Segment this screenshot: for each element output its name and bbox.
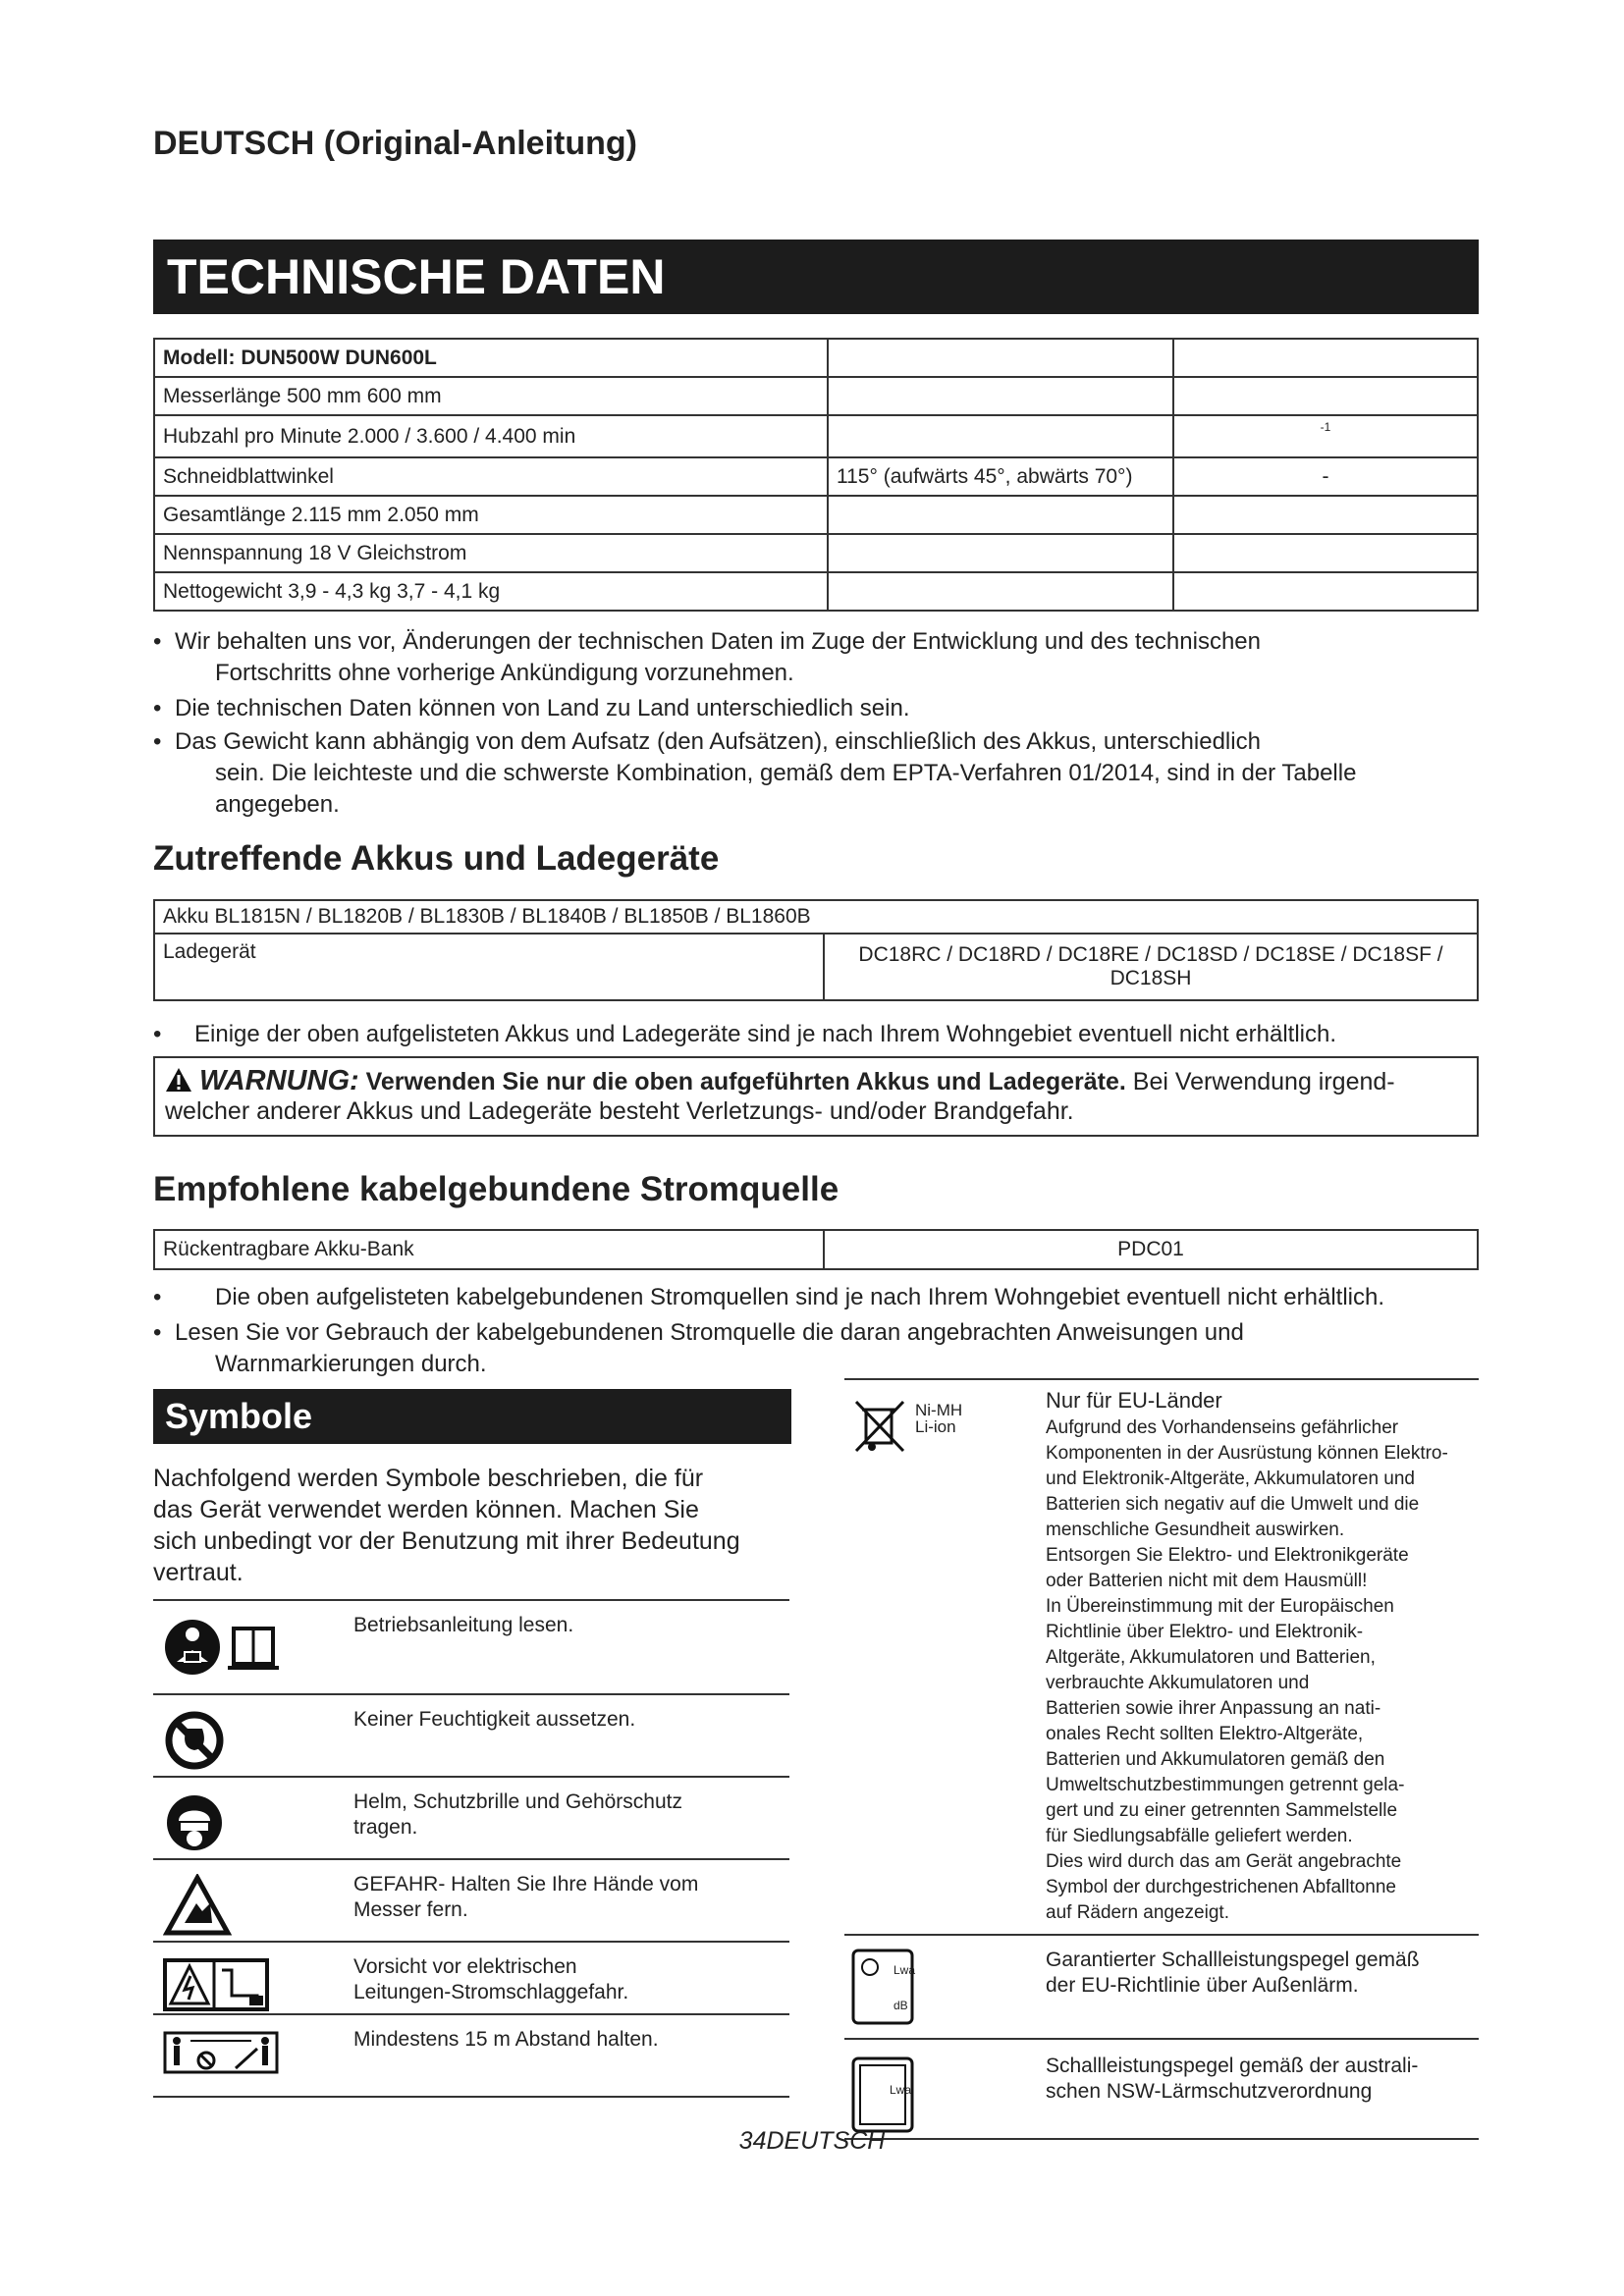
table-row — [154, 900, 1478, 934]
table-row — [154, 339, 1478, 377]
section-title-batteries: Zutreffende Akkus und Ladegeräte — [153, 839, 720, 878]
table-row — [154, 934, 1478, 1000]
hand-danger-icon — [163, 1874, 232, 1942]
spec-value — [1173, 534, 1478, 572]
spec-label: Modell: DUN500W DUN600L — [154, 339, 828, 377]
weee-line: Batterien sowie ihrer Anpassung an nati- — [1046, 1698, 1381, 1719]
symbols-intro — [153, 1463, 791, 1588]
note-text: Die technischen Daten können von Land zu Land unterschiedlich sein. — [175, 695, 910, 721]
section-title-symbols: Symbole — [153, 1389, 791, 1444]
noise-text-line: Schallleistungspegel gemäß der australi- — [1046, 2055, 1419, 2077]
note-text: Lesen Sie vor Gebrauch der kabelgebundenen Stromquelle die daran angebrachten Anweisungen und — [175, 1319, 1244, 1346]
weee-line: menschliche Gesundheit auswirken. — [1046, 1520, 1345, 1540]
noise-eu-text — [1046, 1948, 1478, 1999]
warning-text: welcher anderer Akkus und Ladegeräte besteht Verletzungs- und/oder Brandgefahr. — [165, 1097, 1074, 1125]
spec-label: Nettogewicht 3,9 - 4,3 kg 3,7 - 4,1 kg — [154, 572, 828, 611]
weee-line: Entsorgen Sie Elektro- und Elektronikgeräte — [1046, 1545, 1409, 1566]
intro-line: Nachfolgend werden Symbole beschrieben, die für — [153, 1465, 704, 1492]
charger-value-line: DC18SH — [1110, 967, 1192, 989]
symbol-row — [153, 1776, 789, 1860]
note-text: Wir behalten uns vor, Änderungen der technischen Daten im Zuge der Entwicklung und des technischen — [175, 628, 1261, 655]
weee-line: Altgeräte, Akkumulatoren und Batterien, — [1046, 1647, 1376, 1668]
table-row — [154, 496, 1478, 534]
language-title: DEUTSCH (Original-Anleitung) — [153, 125, 637, 162]
intro-line: vertraut. — [153, 1559, 244, 1586]
bullet: • — [153, 728, 162, 755]
spec-value — [1173, 496, 1478, 534]
section-title-power: Empfohlene kabelgebundene Stromquelle — [153, 1170, 839, 1208]
symbol-text — [353, 1613, 766, 1638]
spec-note — [153, 726, 1489, 821]
table-row — [154, 377, 1478, 415]
power-note — [153, 1282, 1508, 1313]
weee-line: Batterien und Akkumulatoren gemäß den — [1046, 1749, 1385, 1770]
weee-line: gert und zu einer getrennten Sammelstelle — [1046, 1800, 1398, 1821]
spec-value: - — [1173, 457, 1478, 496]
table-row — [154, 457, 1478, 496]
symbol-text-line: Keiner Feuchtigkeit aussetzen. — [353, 1708, 636, 1731]
symbol-text-line: Mindestens 15 m Abstand halten. — [353, 2028, 659, 2051]
no-moisture-icon — [163, 1709, 226, 1777]
note-text-continued: Fortschritts ohne vorherige Ankündigung vorzunehmen. — [215, 660, 794, 686]
noise-text-line: der EU-Richtlinie über Außenlärm. — [1046, 1974, 1359, 1997]
bullet: • — [153, 695, 162, 721]
bullet: • — [153, 1319, 162, 1346]
bullet: • — [153, 1021, 162, 1047]
page-footer: 34DEUTSCH — [738, 2127, 886, 2155]
warning-box — [153, 1056, 1479, 1137]
noise-au-row — [844, 2038, 1479, 2140]
power-value: PDC01 — [824, 1230, 1478, 1269]
charger-value-line: DC18RC / DC18RD / DC18RE / DC18SD / DC18SE / DC18SF / — [858, 943, 1443, 966]
distance-15m-icon — [163, 2029, 281, 2081]
note-text-continued: Warnmarkierungen durch. — [215, 1351, 487, 1377]
weee-heading: Nur für EU-Länder — [1046, 1388, 1222, 1413]
symbol-text-line: Messer fern. — [353, 1898, 468, 1921]
symbol-text — [353, 1789, 766, 1841]
weee-line: Batterien sich negativ auf die Umwelt und die — [1046, 1494, 1420, 1515]
power-note — [153, 1317, 1508, 1380]
symbol-text-line: Betriebsanleitung lesen. — [353, 1614, 574, 1636]
symbol-row — [153, 1599, 789, 1695]
warning-text: Bei Verwendung irgend- — [1132, 1068, 1395, 1095]
weee-line: Dies wird durch das am Gerät angebrachte — [1046, 1851, 1402, 1872]
warning-bold-text: Verwenden Sie nur die oben aufgeführten Akkus und Ladegeräte. — [365, 1068, 1126, 1095]
intro-line: das Gerät verwendet werden können. Machen Sie — [153, 1496, 699, 1523]
symbol-row — [153, 1693, 789, 1778]
weee-line: auf Rädern angezeigt. — [1046, 1902, 1229, 1923]
symbol-text-line: Leitungen-Stromschlaggefahr. — [353, 1981, 629, 2003]
symbol-text — [353, 1872, 766, 1923]
noise-au-text — [1046, 2054, 1478, 2105]
spec-value — [828, 377, 1173, 415]
lwa-label: Lwa — [890, 2083, 912, 2097]
symbol-text-line: Vorsicht vor elektrischen — [353, 1955, 577, 1978]
crossed-out-bin-icon — [850, 1396, 909, 1460]
spec-value: -1 — [1173, 415, 1478, 457]
note-text-continued: sein. Die leichteste und die schwerste Kombination, gemäß dem EPTA-Verfahren 01/2014, sind in der Tabelle — [215, 760, 1357, 786]
weee-row — [844, 1378, 1479, 1936]
spec-value — [1173, 377, 1478, 415]
symbol-text-line: Helm, Schutzbrille und Gehörschutz — [353, 1790, 682, 1813]
note-text: Einige der oben aufgelisteten Akkus und Ladegeräte sind je nach Ihrem Wohngebiet eventuell nicht erhältlich. — [194, 1021, 1336, 1047]
battery-type: Ni-MH — [915, 1401, 963, 1419]
symbol-text-line: GEFAHR- Halten Sie Ihre Hände vom — [353, 1873, 699, 1896]
spec-value — [828, 339, 1173, 377]
charger-value — [824, 934, 1478, 1000]
symbol-text — [353, 1954, 766, 2005]
db-label: dB — [893, 1999, 908, 2012]
section-title-specs: TECHNISCHE DATEN — [153, 240, 1479, 314]
helmet-goggles-ear-icon — [163, 1791, 226, 1859]
electric-lines-icon — [163, 1956, 271, 2018]
charger-label: Ladegerät — [154, 934, 824, 1000]
note-text: Das Gewicht kann abhängig von dem Aufsatz (den Aufsätzen), einschließlich des Akkus, unterschiedlich — [175, 728, 1261, 755]
spec-value — [828, 572, 1173, 611]
spec-value — [828, 415, 1173, 457]
spec-value — [828, 534, 1173, 572]
noise-eu-row — [844, 1934, 1479, 2040]
table-row — [154, 534, 1478, 572]
spec-value — [828, 496, 1173, 534]
spec-label: Messerlänge 500 mm 600 mm — [154, 377, 828, 415]
weee-text — [1046, 1415, 1478, 1926]
symbol-row — [153, 2013, 789, 2098]
weee-line: für Siedlungsabfälle geliefert werden. — [1046, 1826, 1353, 1846]
weee-line: In Übereinstimmung mit der Europäischen — [1046, 1596, 1394, 1617]
sound-power-eu-icon — [850, 1948, 915, 2031]
weee-line: Richtlinie über Elektro- und Elektronik- — [1046, 1622, 1364, 1642]
noise-text-line: schen NSW-Lärmschutzverordnung — [1046, 2080, 1373, 2103]
symbol-text — [353, 1707, 766, 1733]
power-table — [153, 1229, 1479, 1270]
spec-table — [153, 338, 1479, 612]
weee-line: Komponenten in der Ausrüstung können Elektro- — [1046, 1443, 1448, 1464]
noise-text-line: Garantierter Schallleistungspegel gemäß — [1046, 1949, 1420, 1971]
weee-line: und Elektronik-Altgeräte, Akkumulatoren und — [1046, 1468, 1415, 1489]
table-row — [154, 415, 1478, 457]
bullet: • — [153, 1284, 162, 1310]
battery-note — [153, 1019, 1508, 1050]
spec-value — [1173, 339, 1478, 377]
spec-value — [1173, 572, 1478, 611]
spec-label: Schneidblattwinkel — [154, 457, 828, 496]
spec-label: Gesamtlänge 2.115 mm 2.050 mm — [154, 496, 828, 534]
warning-icon — [165, 1068, 199, 1095]
symbol-text-line: tragen. — [353, 1816, 418, 1839]
akku-row: Akku BL1815N / BL1820B / BL1830B / BL1840B / BL1850B / BL1860B — [154, 900, 1478, 934]
intro-line: sich unbedingt vor der Benutzung mit ihrer Bedeutung — [153, 1527, 740, 1555]
spec-value: 115° (aufwärts 45°, abwärts 70°) — [828, 457, 1173, 496]
weee-line: Aufgrund des Vorhandenseins gefährlicher — [1046, 1417, 1399, 1438]
spec-note — [153, 693, 1489, 724]
symbol-text — [353, 2027, 766, 2053]
weee-line: oder Batterien nicht mit dem Hausmüll! — [1046, 1571, 1368, 1591]
battery-types — [915, 1402, 962, 1435]
spec-label: Hubzahl pro Minute 2.000 / 3.600 / 4.400 min — [154, 415, 828, 457]
weee-line: onales Recht sollten Elektro-Altgeräte, — [1046, 1724, 1364, 1744]
note-text: Die oben aufgelisteten kabelgebundenen Stromquellen sind je nach Ihrem Wohngebiet eventuell nicht erhältlich. — [215, 1284, 1385, 1310]
weee-line: Umweltschutzbestimmungen getrennt gela- — [1046, 1775, 1405, 1795]
power-label: Rückentragbare Akku-Bank — [154, 1230, 824, 1269]
lwa-label: Lwa — [893, 1963, 916, 1977]
warning-label: WARNUNG: — [198, 1065, 359, 1096]
weee-line: Symbol der durchgestrichenen Abfalltonne — [1046, 1877, 1397, 1897]
battery-table — [153, 899, 1479, 1001]
bullet: • — [153, 628, 162, 655]
weee-line: verbrauchte Akkumulatoren und — [1046, 1673, 1310, 1693]
symbol-row — [153, 1858, 789, 1943]
spec-label: Nennspannung 18 V Gleichstrom — [154, 534, 828, 572]
read-manual-icon — [163, 1615, 281, 1684]
battery-type: Li-ion — [915, 1417, 956, 1436]
symbol-row — [153, 1941, 789, 2015]
spec-note — [153, 626, 1489, 689]
table-row — [154, 1230, 1478, 1269]
table-row — [154, 572, 1478, 611]
note-text-continued: angegeben. — [215, 791, 340, 818]
